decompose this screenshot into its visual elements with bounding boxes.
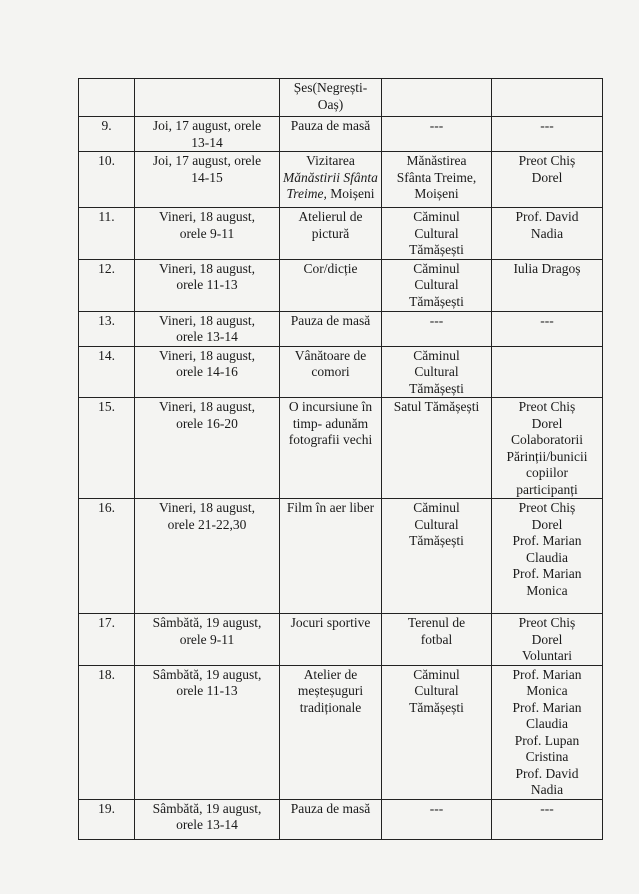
- italic-text: Mănăstirii Sfânta: [283, 169, 378, 185]
- cell-text: ---: [540, 118, 554, 133]
- responsible-cell: [492, 208, 603, 260]
- cell-text: Preot Chiș: [518, 615, 576, 630]
- table-row: [79, 311, 603, 346]
- cell-text: Preot Chiș: [518, 399, 576, 414]
- cell-text: Tămășești: [409, 242, 464, 257]
- cell-text: orele 16-20: [176, 415, 238, 431]
- cell-text: 11.: [98, 209, 115, 224]
- cell-text: timp- adunăm: [292, 415, 369, 431]
- cell-text: 17.: [98, 615, 115, 630]
- location-cell: [382, 208, 492, 260]
- cell-text: Colaboratorii: [511, 432, 583, 447]
- row-number: [79, 152, 135, 208]
- cell-text: Prof. David: [515, 209, 579, 224]
- cell-text: Sâmbătă, 19 august,: [152, 615, 262, 630]
- cell-text: Claudia: [526, 549, 568, 565]
- cell-text: Satul Tămășești: [393, 399, 480, 414]
- cell-text: Cultural: [414, 683, 459, 698]
- cell-text: ---: [429, 800, 444, 816]
- table-row: [79, 208, 603, 260]
- cell-text: Joi, 17 august, orele: [152, 153, 262, 168]
- row-number: [79, 614, 135, 666]
- table-row: [79, 499, 603, 614]
- location-cell: [382, 152, 492, 208]
- cell-text: Cultural: [414, 516, 459, 532]
- cell-text: orele 9-11: [179, 631, 235, 647]
- cell-text: Vineri, 18 august,: [159, 209, 255, 224]
- cell-text: Căminul: [413, 260, 460, 276]
- cell-text: Monica: [526, 683, 568, 698]
- cell-text: orele 11-13: [176, 683, 238, 698]
- date-cell: [135, 311, 280, 346]
- date-cell: [135, 117, 280, 152]
- cell-text: comori: [311, 364, 350, 379]
- date-cell: [135, 152, 280, 208]
- activity-cell: [280, 259, 382, 311]
- table-row: [79, 665, 603, 799]
- activity-cell: [280, 799, 382, 839]
- cell-text: [283, 186, 378, 203]
- cell-text: ---: [429, 118, 444, 133]
- date-cell: [135, 799, 280, 839]
- cell-text: participanți: [516, 481, 578, 497]
- cell-text: Claudia: [526, 716, 568, 731]
- cell-text: Vineri, 18 august,: [159, 347, 255, 363]
- cell-text: Tămășești: [409, 699, 464, 715]
- location-cell: [382, 614, 492, 666]
- row-number: [79, 259, 135, 311]
- cell-text: orele 13-14: [176, 329, 238, 344]
- date-cell: [135, 259, 280, 311]
- cell-text: 16.: [98, 500, 115, 515]
- table-row: [79, 259, 603, 311]
- cell-text: 19.: [98, 800, 115, 816]
- cell-text: Căminul: [413, 347, 460, 363]
- location-cell: [382, 117, 492, 152]
- date-cell: [135, 208, 280, 260]
- responsible-cell: [492, 152, 603, 208]
- cell-text: Nadia: [530, 782, 564, 797]
- cell-text: Joi, 17 august, orele: [152, 118, 262, 133]
- date-cell: [135, 499, 280, 614]
- responsible-cell: [492, 259, 603, 311]
- cell-text: Prof. Marian: [512, 666, 582, 682]
- cell-text: copiilor: [526, 465, 568, 480]
- responsible-cell: [492, 346, 603, 398]
- cell-text: Atelierul de: [298, 209, 363, 224]
- responsible-cell: [492, 398, 603, 499]
- cell-text: Vineri, 18 august,: [159, 500, 255, 515]
- activity-cell: [280, 398, 382, 499]
- cell-text: ---: [540, 800, 554, 816]
- responsible-cell: [492, 665, 603, 799]
- cell-text: Sâmbătă, 19 august,: [152, 666, 262, 682]
- cell-text: orele 21-22,30: [167, 516, 247, 532]
- cell-text: tradiționale: [299, 699, 362, 715]
- row-number: [79, 208, 135, 260]
- cell-text: Mănăstirea: [406, 153, 467, 168]
- cell-text: Dorel: [531, 415, 563, 431]
- cell-text: 10.: [98, 153, 115, 168]
- row-number: [79, 499, 135, 614]
- date-cell: [135, 398, 280, 499]
- cell-text: Vineri, 18 august,: [159, 312, 255, 328]
- cell-text: Vineri, 18 august,: [159, 399, 255, 414]
- activity-cell: [280, 208, 382, 260]
- cell-text: Moișeni: [414, 186, 459, 201]
- cell-text: Atelier de: [303, 666, 358, 682]
- cell-text: Sfânta Treime,: [396, 169, 477, 185]
- cell-text: Cor/dicție: [303, 260, 358, 276]
- activity-cell: [280, 311, 382, 346]
- row-number: [79, 398, 135, 499]
- cell-text: Tămășești: [409, 380, 464, 396]
- cell-text: Terenul de: [407, 615, 466, 630]
- cell-text: meșteșuguri: [297, 683, 364, 698]
- cell-text: 14.: [98, 347, 115, 363]
- cell-text: orele 14-16: [176, 364, 238, 379]
- row-number: [79, 311, 135, 346]
- location-cell: [382, 259, 492, 311]
- cell-text: Șes(Negrești-: [293, 80, 368, 95]
- location-cell: [382, 79, 492, 117]
- cell-text: Căminul: [413, 666, 460, 682]
- cell-text: Tămășești: [409, 533, 464, 548]
- date-cell: [135, 346, 280, 398]
- table-row: [79, 614, 603, 666]
- cell-text: Nadia: [530, 225, 564, 241]
- activity-cell: [280, 346, 382, 398]
- cell-text: orele 11-13: [176, 277, 238, 292]
- row-number: [79, 799, 135, 839]
- row-number: [79, 346, 135, 398]
- table-row: [79, 117, 603, 152]
- cell-text: Preot Chiș: [518, 153, 576, 168]
- cell-text: Preot Chiș: [518, 500, 576, 515]
- cell-text: Prof. Marian: [512, 566, 582, 581]
- cell-text: O incursiune în: [288, 399, 373, 414]
- cell-text: ---: [540, 312, 554, 328]
- cell-text: orele 9-11: [179, 225, 235, 241]
- cell-text: Prof. Marian: [512, 533, 582, 548]
- location-cell: [382, 799, 492, 839]
- row-number: [79, 665, 135, 799]
- cell-text: Iulia Dragoș: [513, 260, 581, 276]
- cell-text: 15.: [98, 399, 115, 414]
- table-row: [79, 346, 603, 398]
- cell-text: Oaș): [317, 96, 344, 112]
- italic-text: Treime,: [286, 186, 327, 201]
- cell-text: Pauza de masă: [290, 800, 371, 816]
- table-row: [79, 79, 603, 117]
- cell-text: Prof. David: [515, 765, 579, 781]
- activity-cell: [280, 117, 382, 152]
- cell-text: Părinții/bunicii: [506, 448, 588, 464]
- cell-text: 13.: [98, 312, 115, 328]
- cell-text: Vizitarea: [306, 153, 355, 168]
- cell-text: Pauza de masă: [290, 312, 371, 328]
- cell-text: 18.: [98, 666, 115, 682]
- row-number: [79, 117, 135, 152]
- cell-text: Dorel: [531, 169, 563, 185]
- responsible-cell: [492, 79, 603, 117]
- table-row: [79, 799, 603, 839]
- cell-text: Cristina: [525, 749, 569, 764]
- location-cell: [382, 311, 492, 346]
- responsible-cell: [492, 614, 603, 666]
- cell-text: fotografii vechi: [288, 432, 373, 447]
- table-row: [79, 152, 603, 208]
- cell-text: 14-15: [191, 169, 223, 185]
- cell-text: orele 13-14: [176, 817, 238, 832]
- cell-text: Dorel: [531, 516, 563, 532]
- cell-text: Dorel: [531, 631, 563, 647]
- cell-text: pictură: [311, 225, 350, 241]
- cell-text: Căminul: [413, 500, 460, 515]
- responsible-cell: [492, 117, 603, 152]
- schedule-table: [78, 78, 603, 840]
- location-cell: [382, 398, 492, 499]
- cell-text: Prof. Lupan: [514, 732, 580, 748]
- cell-text-tail: Moișeni: [326, 186, 375, 201]
- responsible-cell: [492, 799, 603, 839]
- location-cell: [382, 346, 492, 398]
- table-row: [79, 398, 603, 499]
- cell-text: Pauza de masă: [290, 118, 371, 133]
- activity-cell: [280, 665, 382, 799]
- cell-text: fotbal: [420, 631, 453, 647]
- cell-text: Cultural: [414, 277, 459, 292]
- activity-cell: [280, 79, 382, 117]
- cell-text: [283, 170, 378, 187]
- cell-text: Voluntari: [522, 648, 572, 663]
- cell-text: Tămășești: [409, 293, 464, 309]
- cell-text: Căminul: [413, 209, 460, 224]
- cell-text: 9.: [101, 118, 112, 133]
- activity-cell: [280, 152, 382, 208]
- cell-text: Sâmbătă, 19 august,: [152, 800, 262, 816]
- cell-text: 13-14: [191, 134, 223, 150]
- date-cell: [135, 614, 280, 666]
- cell-text: 12.: [98, 260, 115, 276]
- cell-text: Vânătoare de: [294, 347, 367, 363]
- cell-text: Jocuri sportive: [290, 615, 371, 630]
- cell-text: Vineri, 18 august,: [159, 260, 255, 276]
- date-cell: [135, 665, 280, 799]
- responsible-cell: [492, 311, 603, 346]
- cell-text: ---: [429, 312, 444, 328]
- cell-text: Monica: [526, 582, 568, 598]
- cell-text: Cultural: [414, 225, 459, 241]
- activity-cell: [280, 614, 382, 666]
- date-cell: [135, 79, 280, 117]
- cell-text: Film în aer liber: [286, 500, 375, 515]
- activity-cell: [280, 499, 382, 614]
- responsible-cell: [492, 499, 603, 614]
- cell-text: Cultural: [414, 364, 459, 379]
- location-cell: [382, 499, 492, 614]
- row-number: [79, 79, 135, 117]
- location-cell: [382, 665, 492, 799]
- cell-text: Prof. Marian: [512, 699, 582, 715]
